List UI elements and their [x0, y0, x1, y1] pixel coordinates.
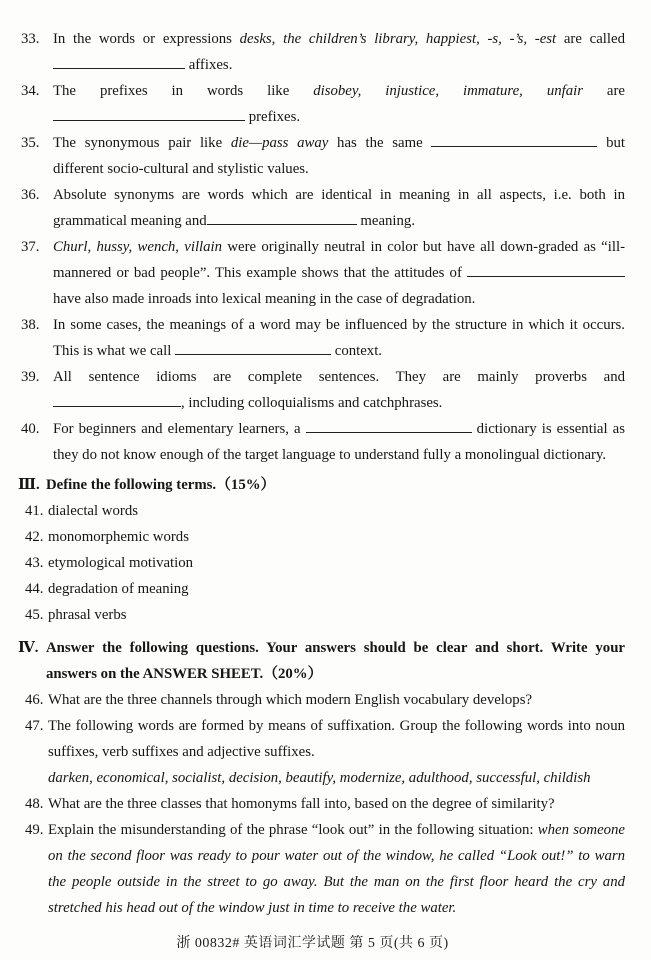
- question-number: 45.: [25, 607, 44, 623]
- text-run: etymological motivation: [48, 555, 194, 571]
- fill-in-blank: [53, 393, 181, 407]
- text-run: degradation of meaning: [48, 581, 189, 597]
- question-item: [0, 364, 625, 416]
- document-body: [0, 26, 625, 921]
- question-number: 35.: [21, 135, 40, 151]
- text-run: Define the following terms.（15%）: [46, 477, 276, 493]
- text-run: dictionary is essential as they do not know enough of the target language to understand fully a monolingual dictionary.: [53, 421, 625, 463]
- question-item: [0, 312, 625, 364]
- question-item: [0, 416, 625, 468]
- question-item: [0, 576, 625, 602]
- question-number: 48.: [25, 796, 44, 812]
- text-run: has the same: [328, 135, 432, 151]
- section-number: Ⅲ.: [18, 477, 40, 493]
- question-item: [0, 182, 625, 234]
- question-number: 43.: [25, 555, 44, 571]
- question-number: 34.: [21, 83, 40, 99]
- text-run: are called: [556, 31, 625, 47]
- text-run: prefixes.: [245, 109, 301, 125]
- text-run: context.: [331, 343, 382, 359]
- question-number: 46.: [25, 692, 44, 708]
- text-run: but different socio-cultural and stylistic values.: [53, 135, 626, 177]
- italic-text: disobey, injustice, immature, unfair: [313, 83, 583, 99]
- question-number: 41.: [25, 503, 44, 519]
- text-run: are: [583, 83, 625, 99]
- text-run: In the words or expressions: [53, 31, 240, 47]
- question-number: 47.: [25, 718, 44, 734]
- question-item: [0, 687, 625, 713]
- italic-text: die—pass away: [230, 135, 329, 151]
- question-number: 33.: [21, 31, 40, 47]
- italic-text: darken, economical, socialist, decision, beautify, modernize, adulthood, successful, childish: [48, 770, 591, 786]
- question-item: [0, 130, 625, 182]
- question-number: 38.: [21, 317, 40, 333]
- text-run: The following words are formed by means of suffixation. Group the following words into noun suffixes, verb suffixes and adjective suffixes.: [48, 718, 625, 760]
- fill-in-blank: [467, 263, 625, 277]
- question-item: [0, 524, 625, 550]
- question-item: [0, 791, 625, 817]
- text-run: What are the three classes that homonyms fall into, based on the degree of similarity?: [48, 796, 555, 812]
- italic-text: Churl, hussy, wench, villain: [53, 239, 223, 255]
- text-run: have also made inroads into lexical meaning in the case of degradation.: [53, 291, 476, 307]
- question-item: [0, 817, 625, 921]
- text-run: The synonymous pair like: [53, 135, 231, 151]
- text-run: All sentence idioms are complete sentences. They are mainly proverbs and: [53, 369, 625, 385]
- text-run: meaning.: [356, 213, 416, 229]
- question-item: [0, 550, 625, 576]
- text-run: The prefixes in words like: [53, 83, 314, 99]
- text-run: For beginners and elementary learners, a: [53, 421, 306, 437]
- fill-in-blank: [175, 341, 331, 355]
- text-run: What are the three channels through which modern English vocabulary develops?: [48, 692, 533, 708]
- fill-in-blank: [53, 55, 185, 69]
- question-number: 49.: [25, 822, 44, 838]
- text-run: monomorphemic words: [48, 529, 189, 545]
- fill-in-blank: [53, 107, 245, 121]
- question-number: 40.: [21, 421, 40, 437]
- question-item: [0, 498, 625, 524]
- text-run: affixes.: [185, 57, 233, 73]
- section-number: Ⅳ.: [18, 640, 39, 656]
- question-item: [0, 234, 625, 312]
- text-run: dialectal words: [48, 503, 138, 519]
- italic-text: when someone on the second floor was ready to pour water out of the window, he called “Look out!” to warn the people outside in the street to go away. But the man on the first floor heard the cry and stretched his head out of the window just in time to receive the water.: [48, 822, 625, 916]
- question-item: [0, 602, 625, 628]
- italic-text: desks, the children’s library, happiest, -s, -’s, -est: [239, 31, 557, 47]
- text-run: Absolute synonyms are words which are identical in meaning in all aspects, i.e. both in grammatical meaning and: [53, 187, 625, 229]
- text-run: , including colloquialisms and catchphrases.: [181, 395, 443, 411]
- question-item: [0, 26, 625, 78]
- text-run: Explain the misunderstanding of the phrase “look out” in the following situation:: [48, 822, 538, 838]
- question-number: 37.: [21, 239, 40, 255]
- text-run: In some cases, the meanings of a word may be influenced by the structure in which it occurs. This is what we call: [53, 317, 625, 359]
- text-run: phrasal verbs: [48, 607, 127, 623]
- fill-in-blank: [306, 419, 472, 433]
- page-footer: 浙 00832# 英语词汇学试题 第 5 页(共 6 页): [176, 936, 449, 951]
- fill-in-blank: [431, 133, 597, 147]
- fill-in-blank: [207, 211, 357, 225]
- question-item: [0, 713, 625, 791]
- question-item: [0, 78, 625, 130]
- section-heading: [0, 635, 625, 687]
- question-number: 44.: [25, 581, 44, 597]
- question-number: 42.: [25, 529, 44, 545]
- text-run: Answer the following questions. Your answers should be clear and short. Write your answers on the ANSWER SHEET.（20%）: [46, 640, 625, 682]
- question-number: 36.: [21, 187, 40, 203]
- text-run: were originally neutral in color but have all down-graded as “ill-mannered or bad people”. This example shows that the attitudes of: [53, 239, 625, 281]
- question-number: 39.: [21, 369, 40, 385]
- section-heading: [0, 472, 625, 498]
